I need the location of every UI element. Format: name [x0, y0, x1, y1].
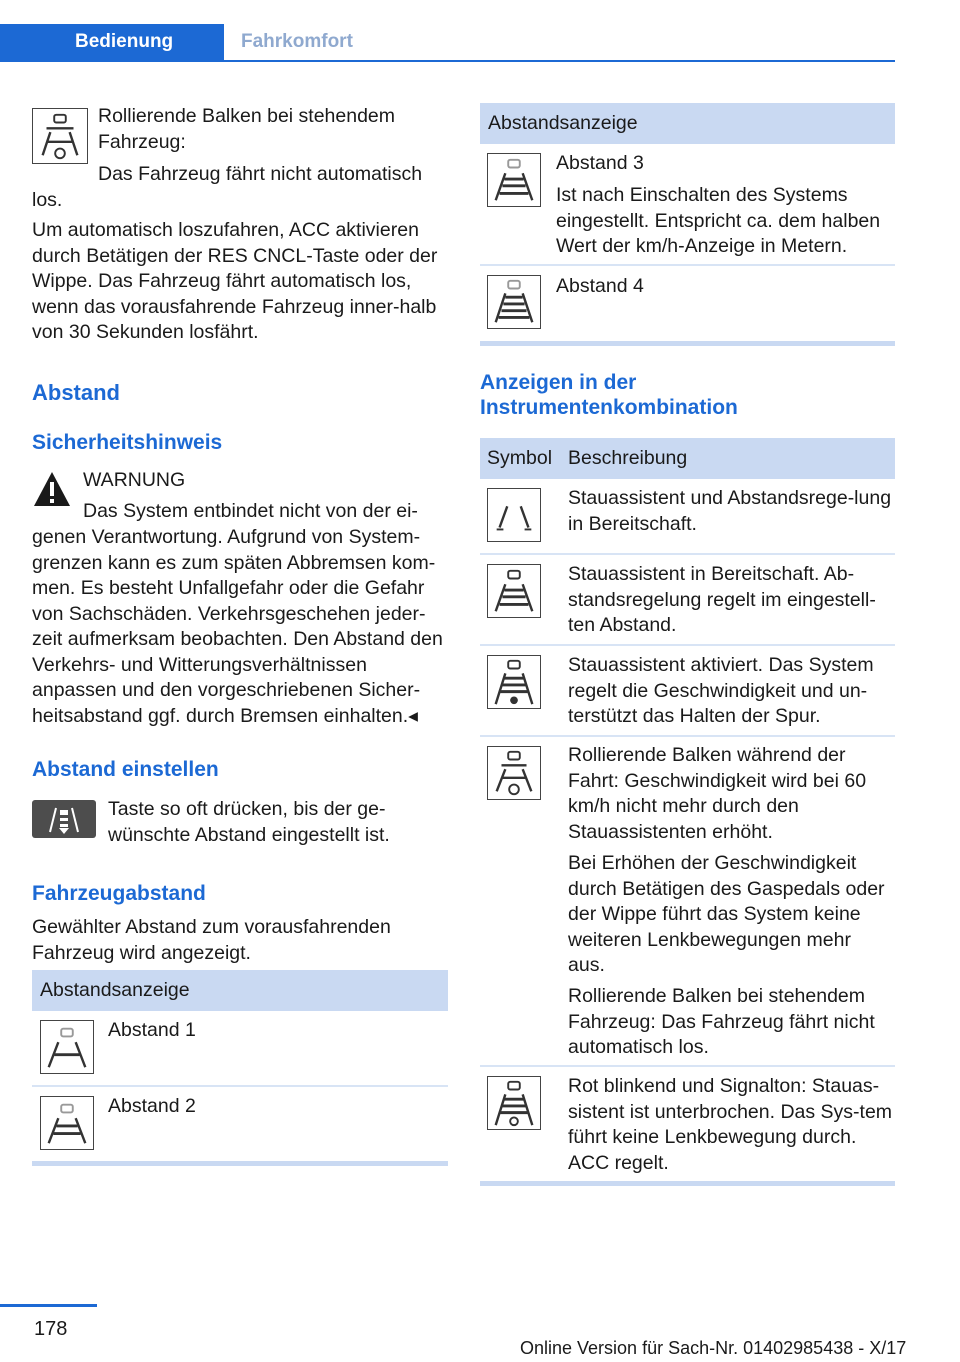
- heading-fahrzeugabstand: Fahrzeugabstand: [32, 882, 206, 905]
- stauassistent-standby-icon: [487, 564, 541, 618]
- table-end-bar: [32, 1161, 448, 1166]
- heading-sicherheitshinweis: Sicherheitshinweis: [32, 431, 223, 454]
- intro-text-2a: Das Fahrzeug fährt nicht automatisch: [98, 163, 423, 185]
- stauassistent-interrupted-icon: [487, 1076, 541, 1130]
- intro-paragraph: Um automatisch loszufahren, ACC aktivieren durch Betätigen der RES CNCL-Taste oder der Wippe. Das Fahrzeug fährt automatisch los, wenn das vorausfahrende Fahrzeug inner-halb von 30 Sekunden losfährt.: [32, 219, 438, 343]
- warning-label: WARNUNG: [83, 469, 186, 491]
- row-divider: [480, 553, 895, 555]
- heading-anzeigen: Anzeigen in der Instrumentenkombination: [480, 371, 738, 419]
- symbol-desc-extra: Rollierende Balken bei stehendem Fahrzeug: Das Fahrzeug fährt nicht automatisch los.: [568, 985, 875, 1058]
- table-end-bar: [480, 341, 895, 346]
- einstellen-text: Taste so oft drücken, bis der ge-wünschte Abstand eingestellt ist.: [108, 798, 390, 846]
- intro-text-2b: los.: [32, 189, 63, 211]
- page-number: 178: [34, 1318, 68, 1340]
- distance-table-right: [480, 103, 895, 144]
- distance-table-left: [32, 970, 448, 1011]
- table-row: Abstand 2: [108, 1095, 196, 1117]
- distance-3-icon: [487, 153, 541, 207]
- heading-abstand-einstellen: Abstand einstellen: [32, 758, 219, 781]
- lane-lines-standby-icon: [487, 488, 541, 542]
- distance-1-icon: [40, 1020, 94, 1074]
- table-end-bar: [480, 1181, 895, 1186]
- warning-triangle-icon: [32, 470, 72, 508]
- rolling-bars-icon: [487, 746, 541, 800]
- heading-abstand: Abstand: [32, 380, 120, 405]
- warning-text: genen Verantwortung. Aufgrund von System-grenzen kann es zum späten Abbremsen kom-men. Es besteht Unfallgefahr oder die Gefahr von Sachschäden. Verkehrsgeschehen jeder-zeit aufmerksam beobachten. Den Abstand den Verkehrs- und Witterungsverhältnissen anpassen und den vorgeschriebenen Sicher-heitsabstand ggf. durch Bremsen einhalten.◂: [32, 526, 443, 727]
- distance-4-icon: [487, 275, 541, 329]
- row-divider: [480, 264, 895, 266]
- tab-fahrkomfort[interactable]: Fahrkomfort: [241, 31, 353, 52]
- symbol-table-header: [480, 438, 895, 479]
- row-divider: [480, 735, 895, 737]
- table-header: Abstandsanzeige: [32, 970, 448, 1011]
- table-header: Abstandsanzeige: [480, 103, 895, 144]
- intro-text-1: Rollierende Balken bei stehendem Fahrzeug:: [98, 105, 396, 153]
- distance-3-desc: Ist nach Einschalten des Systems eingestellt. Entspricht ca. dem halben Wert der km/h-Anzeige in Metern.: [556, 184, 881, 257]
- distance-2-icon: [40, 1096, 94, 1150]
- stauassistent-active-icon: [487, 655, 541, 709]
- col-symbol: Symbol: [487, 447, 553, 469]
- table-row: Abstand 1: [108, 1019, 196, 1041]
- chapter-tabbar: [0, 24, 895, 62]
- distance-3-title: Abstand 3: [556, 152, 644, 174]
- row-divider: [32, 1085, 448, 1087]
- distance-button-icon: [32, 800, 96, 838]
- tab-bedienung[interactable]: Bedienung: [0, 24, 224, 60]
- col-beschreibung: Beschreibung: [568, 447, 688, 469]
- row-divider: [480, 644, 895, 646]
- fahrzeugabstand-text: Gewählter Abstand zum vorausfahrenden Fahrzeug wird angezeigt.: [32, 916, 391, 964]
- symbol-table: [480, 438, 895, 479]
- symbol-desc: Stauassistent aktiviert. Das System regelt die Geschwindigkeit und un-terstützt das Halten der Spur.: [568, 654, 874, 727]
- symbol-desc: Stauassistent in Bereitschaft. Ab-standsregelung regelt im eingestell-ten Abstand.: [568, 563, 876, 636]
- rolling-bars-steering-icon: [32, 108, 88, 164]
- online-version-note: Online Version für Sach-Nr. 01402985438 - X/17: [520, 1338, 907, 1358]
- symbol-desc-extra: Bei Erhöhen der Geschwindigkeit durch Betätigen des Gaspedals oder der Wippe führt das System keine weiteren Lenkbewegungen mehr aus.: [568, 852, 885, 976]
- warning-first-line: Das System entbindet nicht von der ei-: [83, 500, 418, 522]
- symbol-desc: Stauassistent und Abstandsrege-lung in Bereitschaft.: [568, 487, 892, 535]
- footer-rule: [0, 1304, 97, 1307]
- symbol-desc: Rot blinkend und Signalton: Stauas-sistent ist unterbrochen. Das Sys-tem führt keine Lenkbewegung durch. ACC regelt.: [568, 1075, 893, 1174]
- row-divider: [480, 1065, 895, 1067]
- distance-4-title: Abstand 4: [556, 275, 644, 297]
- symbol-desc: Rollierende Balken während der Fahrt: Geschwindigkeit wird bei 60 km/h nicht mehr durch den Stauassistenten erhöht.: [568, 744, 867, 843]
